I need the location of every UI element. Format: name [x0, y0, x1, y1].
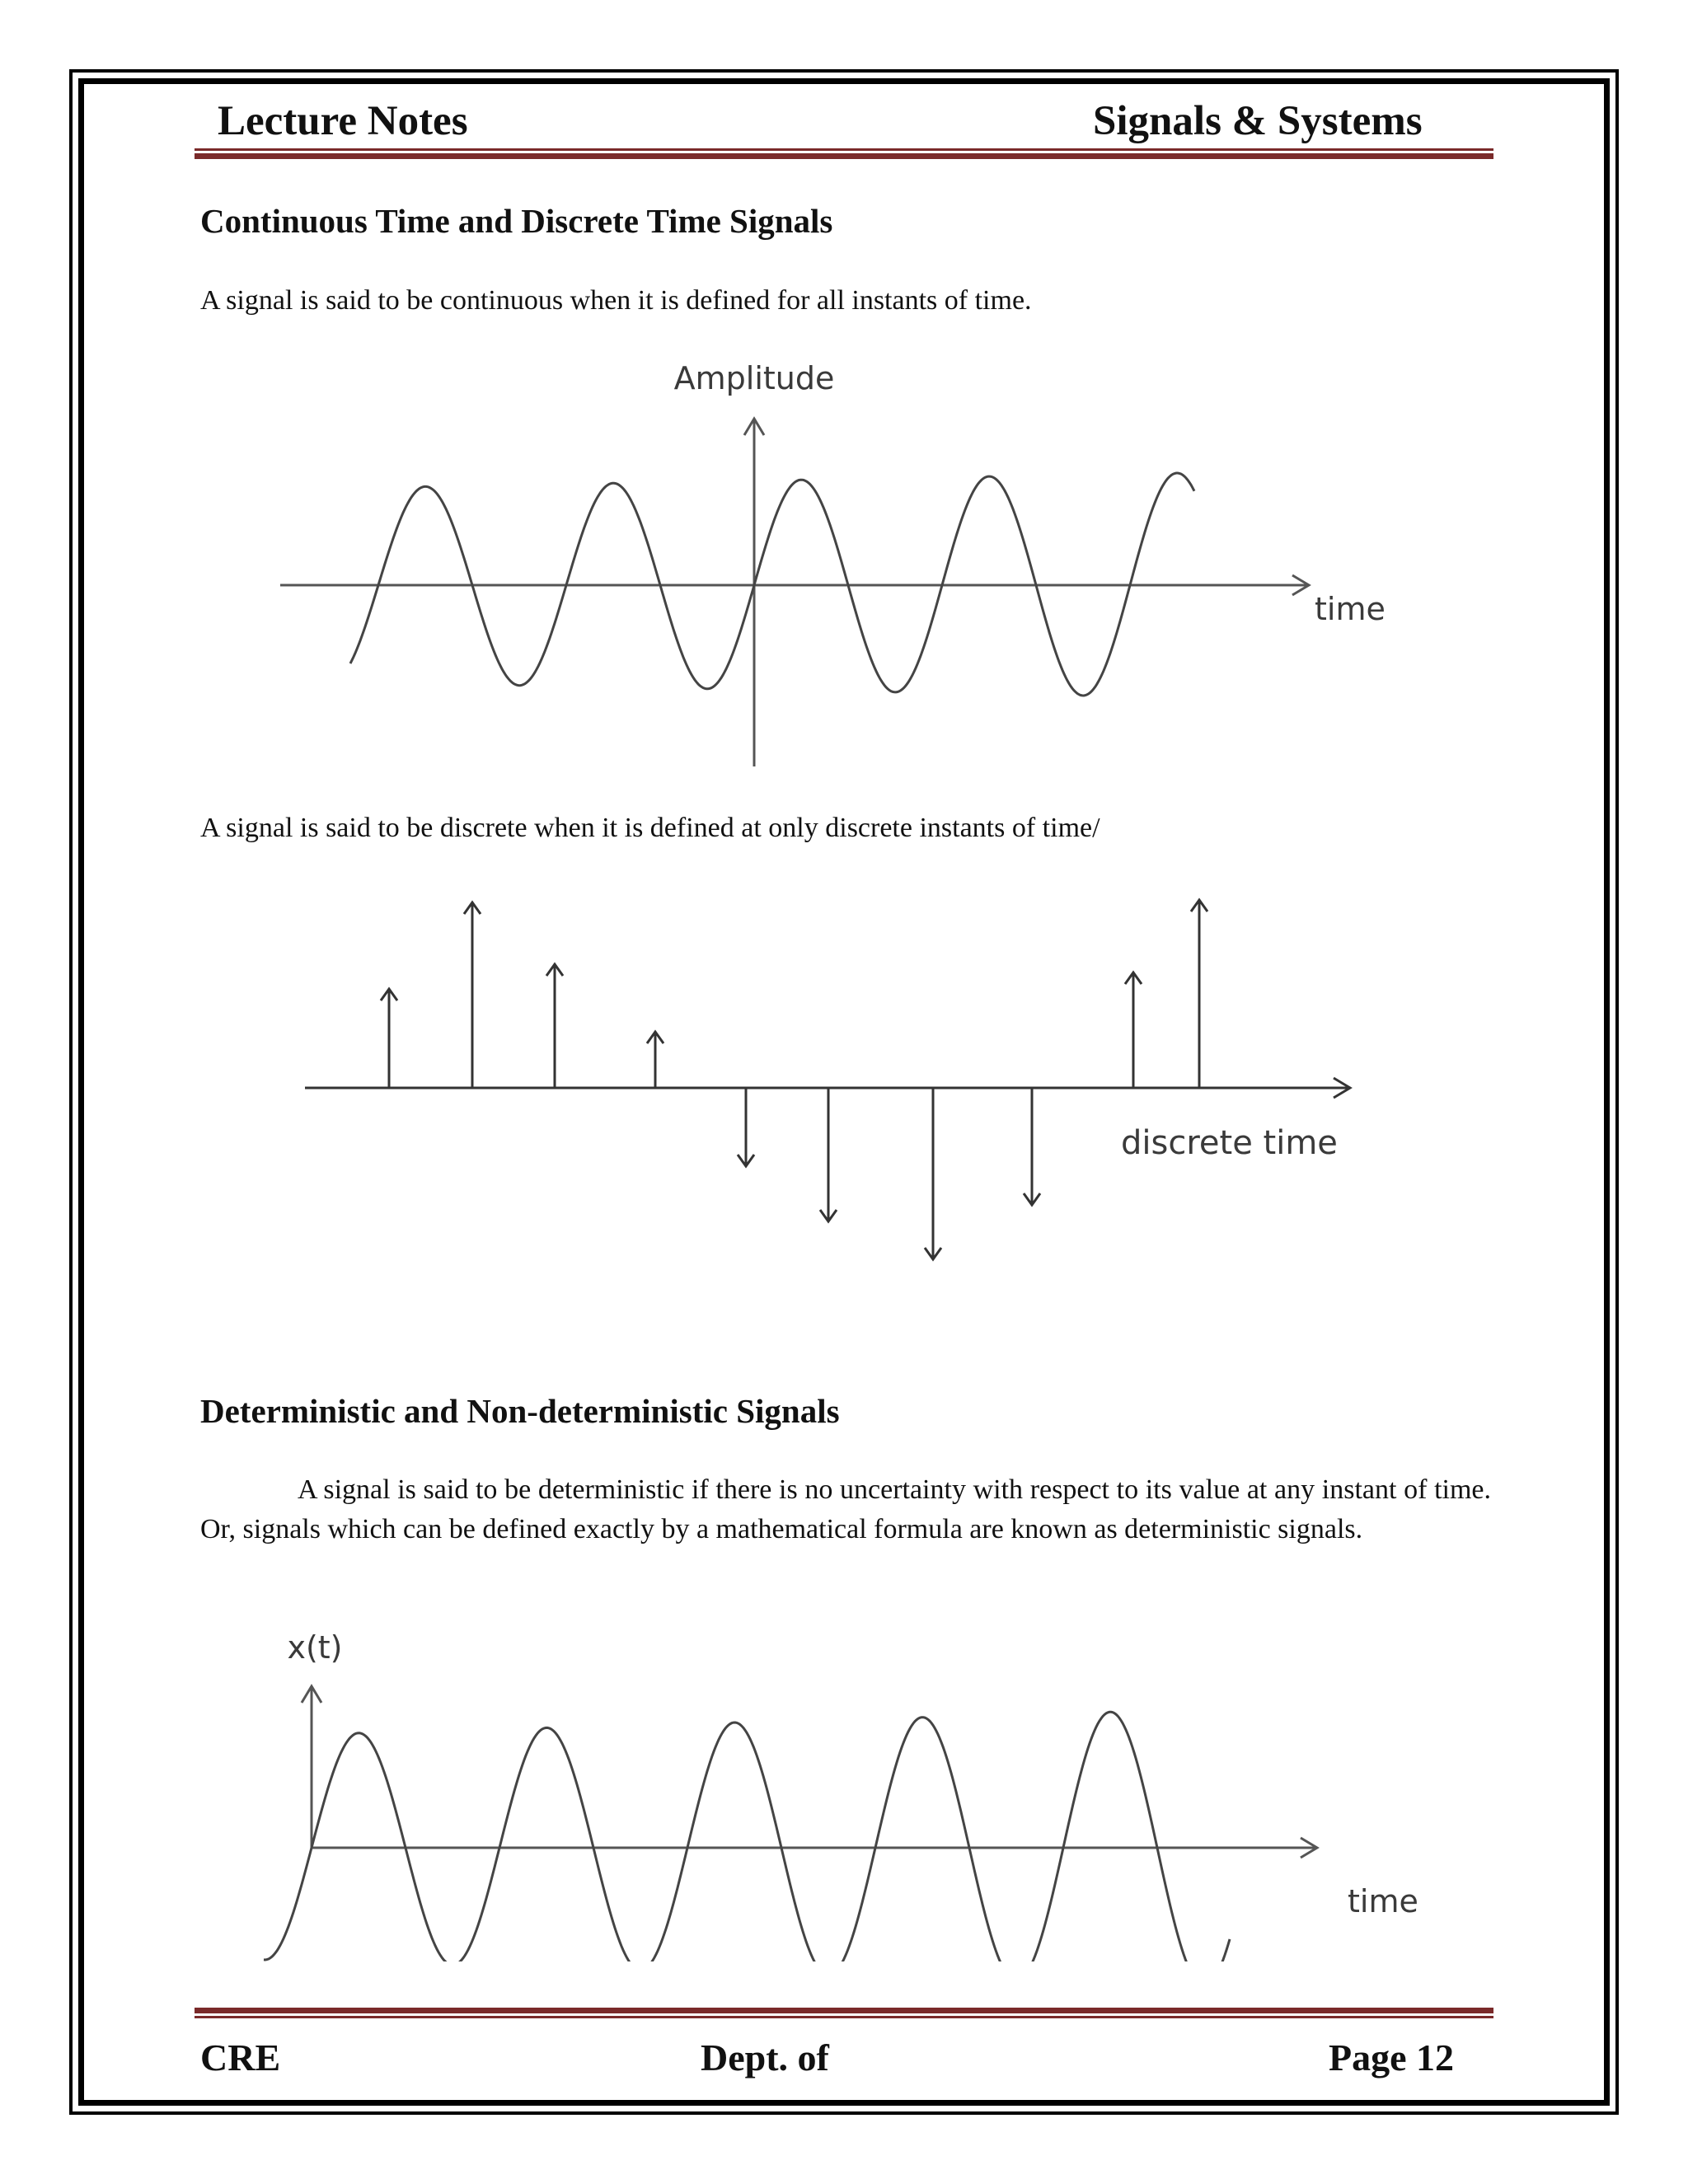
deterministic-waveform	[264, 1712, 1230, 1961]
x-t-axis-label: x(t)	[287, 1629, 343, 1666]
paragraph-deterministic-text: A signal is said to be deterministic if there is no uncertainty with respect to its value at any instant of time. Or, signals which can be defined exactly by a mathematical formula are known as deterministic signals.	[200, 1474, 1491, 1544]
discrete-samples	[381, 900, 1207, 1259]
paragraph-discrete: A signal is said to be discrete when it is defined at only discrete instants of time/	[200, 813, 1100, 843]
discrete-time-axis-label: discrete time	[1121, 1124, 1338, 1162]
header-rule	[195, 148, 1493, 159]
footer-left: CRE	[200, 2036, 281, 2079]
header-left-title: Lecture Notes	[218, 98, 468, 144]
time-axis-label: time	[1348, 1883, 1418, 1919]
continuous-signal-figure	[272, 354, 1409, 775]
amplitude-axis-label: Amplitude	[673, 360, 835, 396]
section-heading-continuous-discrete: Continuous Time and Discrete Time Signals	[200, 202, 833, 240]
section-heading-deterministic: Deterministic and Non-deterministic Signals	[200, 1392, 840, 1430]
footer-rule	[195, 2008, 1493, 2018]
header-right-title: Signals & Systems	[1093, 98, 1423, 144]
deterministic-signal-figure	[247, 1615, 1451, 1961]
footer-center: Dept. of	[701, 2036, 829, 2079]
time-axis-label: time	[1315, 591, 1386, 627]
paragraph-deterministic	[200, 1470, 1491, 1549]
paragraph-continuous: A signal is said to be continuous when it is defined for all instants of time.	[200, 285, 1032, 316]
discrete-signal-figure	[297, 882, 1401, 1277]
footer-page-number: Page 12	[1329, 2036, 1455, 2079]
